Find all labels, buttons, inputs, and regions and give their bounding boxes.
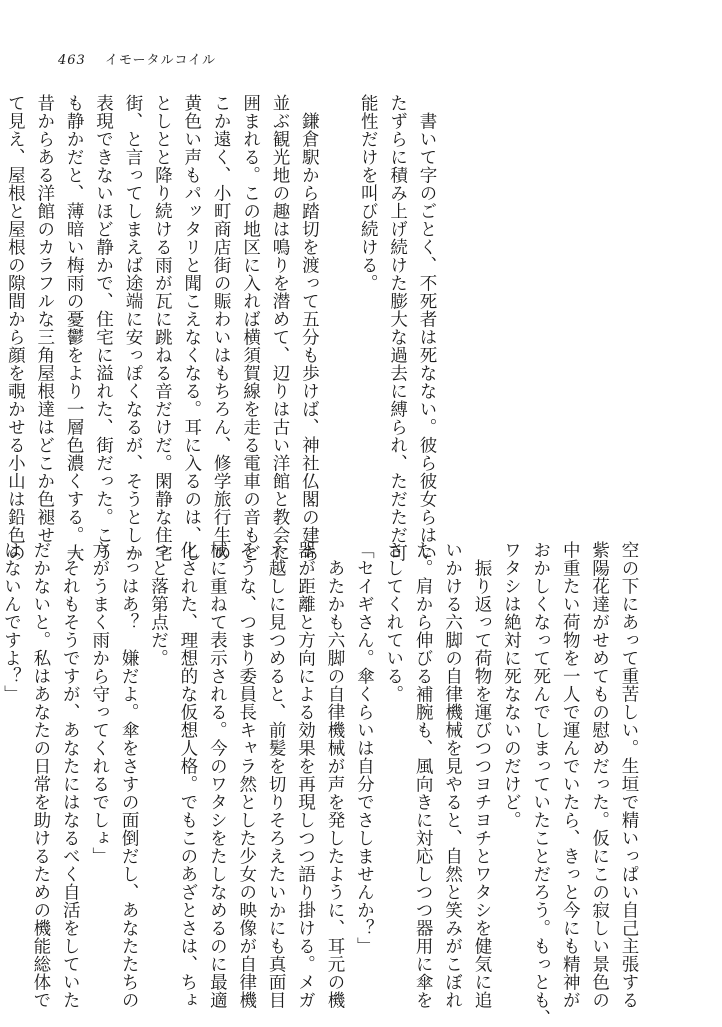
text-line: 書いて字のごとく、不死者は死なない。彼ら彼女らはい [417,94,437,562]
text-line: そうな、つまり委員長キャラ然とした少女の映像が自律機 [236,541,257,1009]
text-line: 「セイギさん。傘くらいは自分でさしませんか？」 [354,541,375,955]
text-line: 並ぶ観光地の趣は鳴りを潜めて、辺りは古い洋館と教会に [269,94,290,562]
running-title: イモータルコイル [104,53,217,68]
text-line: 能性だけを叫び続ける。 [358,94,379,292]
text-line: っと落第点だ。 [148,541,169,667]
lower-text-block [1,541,643,1027]
text-line: 振り返って荷物を運びつつヨチヨチとワタシを健気に追 [471,541,492,1009]
text-line: 械に重ねて表示される。今のワタシをたしなめるのに最適 [207,541,228,1009]
text-line: 昔からある洋館のカラフルな三角屋根達はどこか色褪せ [34,94,55,544]
text-line: としとと降り続ける雨が瓦に跳ねる音だけだ。閑静な住宅 [152,94,173,562]
text-line: 化された、理想的な仮想人格。でもこのあざとさは、ちょ [177,541,198,1009]
text-line: 鎌倉駅から踏切を渡って五分も歩けば、神社仏閣の建ち [299,94,320,562]
text-line: 「っはあ？ 嫌だよ。傘をさすの面倒だし、あなたたちの [119,541,140,1009]
text-line: 街、と言ってしまえば途端に安っぽくなるが、そうとしか [122,94,143,562]
text-line: いかける六脚の自律機械を見やると、自然と笑みがこぼれ [442,541,463,1009]
text-line: 表現できないほど静かで、住宅に溢れた、街だった。こう [93,94,114,562]
text-line: ネ越しに見つめると、前髪を切りそろえたいかにも真面目 [266,541,287,1009]
text-line: あたかも六脚の自律機械が声を発したように、耳元の機 [324,541,345,1009]
text-line: ワタシは絶対に死なないのだけど。 [501,541,522,829]
text-line: おかしくなって死んでしまっていたことだろう。もっとも、 [530,541,551,1027]
text-line: 空の下にあって重苦しい。生垣で精いっぱい自己主張する [619,541,639,1009]
text-line: 器が距離と方向による効果を再現しつつ語り掛ける。メガ [295,541,316,1009]
text-line: だかないと。私はあなたの日常を助けるための機能総体で [30,541,51,1009]
text-line: た。肩から伸びる補腕も、風向きに対応しつつ器用に傘を [413,541,434,1009]
text-line: 囲まれる。この地区に入れば横須賀線を走る電車の音もど [240,94,261,562]
text-line: も静かだと、薄暗い梅雨の憂鬱をより一層色濃くする。大 [64,94,85,562]
text-line: たずらに積み上げ続けた膨大な過去に縛られ、ただただ可 [387,94,408,562]
page-number: 463 [58,53,86,68]
text-line: 「それもそうですが、あなたにはなるべく自活をしていた [60,541,81,1009]
text-line: て見え、屋根と屋根の隙間から顔を覗かせる小山は鉛色の [5,94,26,562]
text-line: さしてくれている。 [383,541,404,703]
upper-text-block [5,94,441,562]
running-header [58,49,216,68]
text-line: 中重たい荷物を一人で運んでいたら、きっと今にも精神が [560,541,581,1009]
text-line: 方がうまく雨から守ってくれるでしょ」 [89,541,110,865]
text-line: はないんですよ？」 [1,541,22,703]
text-line: こか遠く、小町商店街の賑わいはもちろん、修学旅行生の [211,94,232,562]
text-line [323,94,352,514]
text-line: 黄色い声もパッタリと聞こえなくなる。耳に入るのは、し [181,94,202,562]
text-line: 紫陽花達がせめてもの慰めだった。仮にこの寂しい景色の [589,541,610,1009]
